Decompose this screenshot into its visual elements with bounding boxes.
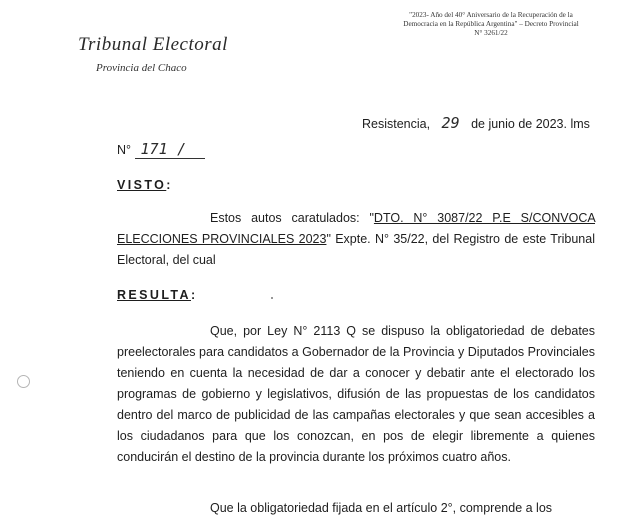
header-note-line-2: Democracia en la República Argentina" – Decreto Provincial <box>403 20 579 28</box>
visto-tail: " Expte. N° 35/22, del Registro de este Tribunal Electoral, del cual <box>117 232 595 267</box>
resolution-number-label: N° <box>117 143 132 157</box>
binder-hole-ring <box>17 375 30 388</box>
resulta-paragraph-2 <box>117 498 595 519</box>
header-commemorative-note <box>360 11 622 38</box>
header-note-line-1: "2023- Año del 40° Aniversario de la Recuperación de la <box>409 11 573 19</box>
resulta-heading <box>117 288 198 302</box>
resulta-heading-colon: : <box>190 288 198 302</box>
letterhead-province: Provincia del Chaco <box>96 62 187 74</box>
visto-heading <box>117 178 173 192</box>
dateline-rest: de junio de 2023. lms <box>471 117 590 131</box>
resolution-number-suffix: / <box>177 140 187 158</box>
resulta-paragraph-1-text: Que, por Ley N° 2113 Q se dispuso la obligatoriedad de debates preelectorales para candidatos a Gobernador de la Provincia y Diputados Provinciales teniendo en cuenta la necesidad de dar a conocer y debatir ante el electorado los programas de gobierno y legislativos, difusión de las propuestas de los candidatos dentro del marco de publicidad de las campañas electorales y que sean accesibles a los ciudadanos para que los conozcan, en pos de elegir libremente a quienes conducirán el destino de la provincia durante los próximos cuatro años. <box>117 324 595 464</box>
visto-intro: Estos autos caratulados: " <box>210 211 374 225</box>
visto-heading-text: VISTO <box>117 178 167 192</box>
resolution-number-handwritten: 171 <box>140 140 168 158</box>
resolution-number <box>117 140 205 159</box>
dateline-city: Resistencia, <box>362 117 431 131</box>
visto-case-title-part-1: DTO. N° 3087/22 P.E S/CONVOCA <box>373 211 596 225</box>
visto-paragraph <box>117 208 595 271</box>
scan-speck <box>271 297 273 299</box>
letterhead-institution: Tribunal Electoral <box>78 34 228 55</box>
resulta-paragraph-1 <box>117 321 595 468</box>
resulta-paragraph-2-text: Que la obligatoriedad fijada en el artículo 2°, comprende a los <box>210 501 553 515</box>
visto-case-title-part-2: ELECCIONES PROVINCIALES 2023 <box>117 232 327 246</box>
header-note-line-3: N° 3261/22 <box>474 29 508 37</box>
dateline <box>362 114 590 132</box>
resulta-heading-text: RESULTA <box>117 288 191 302</box>
dateline-day-handwritten: 29 <box>441 114 460 132</box>
visto-heading-colon: : <box>166 178 173 192</box>
